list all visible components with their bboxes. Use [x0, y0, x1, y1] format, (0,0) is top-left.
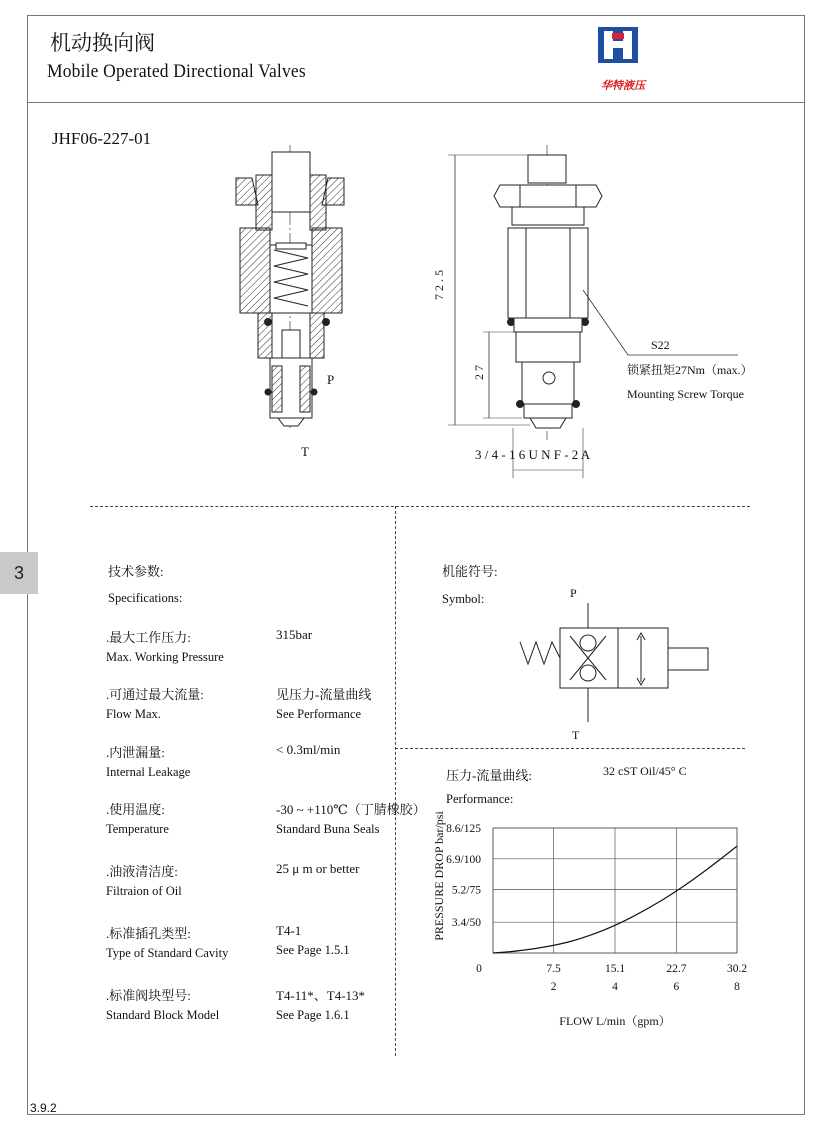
spec-label-cn: .标准插孔类型: — [106, 926, 191, 941]
title-en: Mobile Operated Directional Valves — [47, 61, 306, 82]
x-tick-label-gpm: 2 — [550, 981, 557, 993]
spec-label-cn: .可通过最大流量: — [106, 687, 204, 702]
performance-heading-cn: 压力-流量曲线: — [446, 768, 532, 783]
spec-value-2: See Page 1.5.1 — [276, 943, 350, 957]
title-cn: 机动换向阀 — [50, 31, 155, 55]
x-tick-label: 15.1 — [604, 963, 626, 975]
spec-value-1: 315bar — [276, 627, 313, 642]
spec-label-en: Flow Max. — [106, 707, 161, 721]
port-t-label: T — [301, 444, 309, 459]
symbol-port-p: P — [570, 586, 577, 600]
spec-label-cn: .使用温度: — [106, 802, 165, 817]
thread-spec: 3 / 4 - 1 6 U N F - 2 A — [475, 447, 591, 462]
x-axis-title: FLOW L/min（gpm） — [559, 1014, 671, 1028]
torque-en: Mounting Screw Torque — [627, 387, 744, 401]
x-tick-label: 22.7 — [666, 963, 687, 975]
spec-value-1: T4-11*、T4-13* — [276, 988, 366, 1003]
spec-label-cn: .最大工作压力: — [106, 630, 191, 645]
performance-condition: 32 cST Oil/45° C — [603, 764, 687, 778]
spec-label-cn: .油液清洁度: — [106, 864, 178, 879]
spec-label-cn: .标准阀块型号: — [106, 988, 191, 1003]
torque-cn: 锁紧扭矩27Nm（max.） — [627, 363, 753, 377]
hex-size: S22 — [651, 338, 670, 352]
x-tick-label-gpm: 6 — [673, 981, 680, 993]
x-tick-label: 7.5 — [546, 963, 561, 975]
x-tick-label-gpm: 8 — [734, 981, 740, 993]
x-tick-label: 0 — [476, 963, 482, 975]
symbol-heading-en: Symbol: — [442, 592, 485, 606]
spec-value-1: 见压力-流量曲线 — [276, 687, 372, 702]
port-p-label: P — [327, 372, 335, 387]
symbol-heading-cn: 机能符号: — [442, 564, 498, 579]
spec-label-cn: .内泄漏量: — [106, 745, 165, 760]
y-tick-label: 3.4/50 — [451, 917, 481, 930]
symbol-port-t: T — [572, 728, 580, 742]
dim-total: 7 2 . 5 — [432, 270, 446, 300]
spec-value-2: See Performance — [276, 707, 362, 721]
spec-value-1: T4-1 — [276, 923, 302, 938]
spec-label-en: Filtraion of Oil — [106, 884, 182, 898]
x-tick-label: 30.2 — [726, 963, 748, 975]
spec-label-en: Standard Block Model — [106, 1008, 220, 1022]
spec-label-en: Temperature — [106, 822, 169, 836]
spec-value-2: Standard Buna Seals — [276, 822, 380, 836]
spec-label-en: Internal Leakage — [106, 765, 191, 779]
y-tick-label: 5.2/75 — [451, 884, 481, 897]
y-tick-label: 8.6/125 — [446, 823, 481, 835]
page-code: 3.9.2 — [30, 1101, 57, 1115]
performance-heading-en: Performance: — [446, 792, 514, 806]
spec-value-1: < 0.3ml/min — [276, 742, 341, 757]
spec-heading-en: Specifications: — [108, 591, 183, 605]
x-tick-label-gpm: 4 — [612, 981, 618, 993]
y-tick-label: 6.9/100 — [446, 853, 481, 866]
spec-value-1: 25 μ m or better — [276, 861, 360, 876]
spec-label-en: Max. Working Pressure — [106, 650, 224, 664]
dim-lower: 2 7 — [472, 365, 486, 380]
spec-heading-cn: 技术参数: — [108, 564, 164, 579]
spec-label-en: Type of Standard Cavity — [106, 946, 229, 960]
section-tab[interactable]: 3 — [0, 552, 38, 594]
spec-value-1: -30 ~ +110℃（丁腈橡胶） — [276, 802, 426, 817]
spec-value-2: See Page 1.6.1 — [276, 1008, 350, 1022]
model-number: JHF06-227-01 — [52, 129, 152, 148]
logo-text: 华特液压 — [601, 79, 645, 92]
y-axis-title: PRESSURE DROP bar/psi — [432, 811, 446, 941]
